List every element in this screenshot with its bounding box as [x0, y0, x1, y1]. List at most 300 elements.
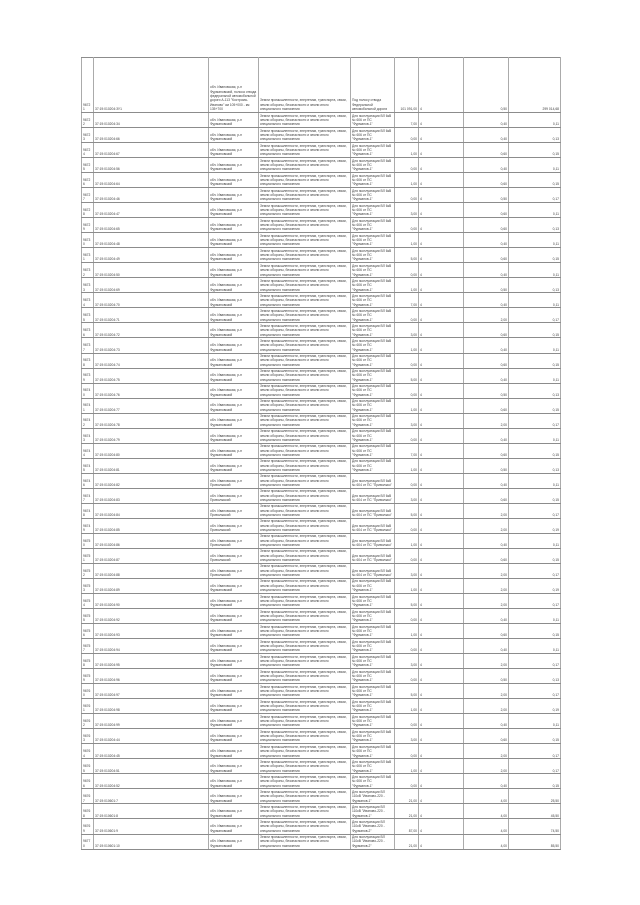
cell-value: 0,11 [509, 203, 561, 218]
cell-category: Земли промышленности, энергетики, транспорта, связи, земли обороны, безопасности и земли иного специального назначения [259, 548, 351, 563]
cell-value: 0,11 [509, 233, 561, 248]
cell-id: 96730 [82, 233, 94, 248]
cell-use: Для эксплуатации ВЛ 6кВ № 606 от ПС "Фурманов-1" [351, 609, 395, 624]
table-row [82, 308, 561, 323]
cell-cadastral: 37:19:010601:9 [94, 819, 209, 834]
cell-use: Для эксплуатации ВЛ 6кВ № 606 от ПС "Фурманов-1" [351, 684, 395, 699]
cell-id: 96729 [82, 218, 94, 233]
table-row [82, 533, 561, 548]
table-row [82, 293, 561, 308]
cell-share: 0,60 [464, 729, 509, 744]
table-row [82, 669, 561, 684]
table-row [82, 278, 561, 293]
cell-value: 0,11 [509, 428, 561, 443]
cell-share: 2,00 [464, 699, 509, 714]
cell-area: 5,00 [395, 594, 419, 609]
cell-share: 0,60 [464, 323, 509, 338]
cell-id: 96734 [82, 293, 94, 308]
cell-value: 0,17 [509, 188, 561, 203]
cell-share: 2,00 [464, 518, 509, 533]
cell-location: обл. Ивановская, р-н Фурмановский [209, 143, 259, 158]
table-row [82, 338, 561, 353]
cell-id: 96765 [82, 759, 94, 774]
cell-location: обл. Ивановская, р-н Фурмановский [209, 113, 259, 128]
table-row [82, 398, 561, 413]
cell-location: обл. Ивановская, р-н Фурмановский [209, 759, 259, 774]
table-row [82, 428, 561, 443]
cell-location: обл. Ивановская, р-н Фурмановский [209, 173, 259, 188]
cell-value: 0,17 [509, 759, 561, 774]
cell-location: обл. Ивановская, р-н Фурмановский [209, 203, 259, 218]
cell-code: 4 [419, 789, 464, 804]
cell-share: 0,60 [464, 173, 509, 188]
cell-cadastral: 37:19:010204:84 [94, 503, 209, 518]
cell-value: 0,15 [509, 323, 561, 338]
cell-use: Для эксплуатации ВЛ 6кВ № 606 от ПС "Фурманов-1" [351, 774, 395, 789]
table-row [82, 203, 561, 218]
cell-code: 4 [419, 624, 464, 639]
cell-share: 0,40 [464, 113, 509, 128]
cell-id: 96722 [82, 113, 94, 128]
cell-value: 0,19 [509, 578, 561, 593]
cell-id: 96732 [82, 263, 94, 278]
cell-cadastral: 37:19:010204:49 [94, 248, 209, 263]
cell-share: 2,00 [464, 594, 509, 609]
cell-cadastral: 37:19:010204:88 [94, 563, 209, 578]
cell-value: 0,11 [509, 293, 561, 308]
table-row [82, 158, 561, 173]
cell-use: Для эксплуатации ВЛ 6кВ № 606 от ПС "Фурманов-1" [351, 113, 395, 128]
cell-id: 96735 [82, 308, 94, 323]
cell-cadastral: 37:19:010204:52 [94, 774, 209, 789]
cell-share: 0,60 [464, 218, 509, 233]
cell-code: 4 [419, 548, 464, 563]
cell-use: Для эксплуатации ВЛ 6кВ № 606 от ПС "Фурманов-1" [351, 338, 395, 353]
cell-category: Земли промышленности, энергетики, транспорта, связи, земли обороны, безопасности и земли иного специального назначения [259, 533, 351, 548]
cell-code: 4 [419, 248, 464, 263]
cell-code: 4 [419, 669, 464, 684]
cell-id: 96761 [82, 699, 94, 714]
cell-use: Для эксплуатации ВЛ 6кВ № 606 от ПС "Фурманов-1" [351, 278, 395, 293]
cell-area: 3,00 [395, 563, 419, 578]
cell-code: 4 [419, 428, 464, 443]
cell-area: 21,00 [395, 789, 419, 804]
cell-category: Земли промышленности, энергетики, транспорта, связи, земли обороны, безопасности и земли иного специального назначения [259, 113, 351, 128]
cell-id: 96753 [82, 578, 94, 593]
cell-location: обл. Ивановская, р-н Приволжский [209, 488, 259, 503]
cell-id: 96748 [82, 503, 94, 518]
cell-value: 0,15 [509, 353, 561, 368]
cell-area: 0,00 [395, 548, 419, 563]
cell-use: Для эксплуатации ВЛ 6кВ № 606 от ПС "Фурманов-1" [351, 428, 395, 443]
cell-use: Для эксплуатации ВЛ 6кВ № 604 от ПС "Приволжск" [351, 473, 395, 488]
cell-area: 3,00 [395, 654, 419, 669]
cell-area: 0,00 [395, 774, 419, 789]
cell-value: 0,15 [509, 729, 561, 744]
cell-category: Земли промышленности, энергетики, транспорта, связи, земли обороны, безопасности и земли иного специального назначения [259, 774, 351, 789]
cell-value: 0,11 [509, 714, 561, 729]
cell-cadastral: 37:19:010204:48 [94, 233, 209, 248]
cell-cadastral: 37:19:010204:93 [94, 624, 209, 639]
cell-category: Земли промышленности, энергетики, транспорта, связи, земли обороны, безопасности и земли иного специального назначения [259, 654, 351, 669]
cell-value: 0,15 [509, 624, 561, 639]
table-row [82, 488, 561, 503]
cell-use: Для эксплуатации ВЛ 6кВ № 604 от ПС "Приволжск" [351, 518, 395, 533]
cell-category: Земли промышленности, энергетики, транспорта, связи, земли обороны, безопасности и земли иного специального назначения [259, 714, 351, 729]
cell-value: 0,19 [509, 518, 561, 533]
cell-cadastral: 37:19:010204:75 [94, 368, 209, 383]
cell-code: 4 [419, 488, 464, 503]
cell-share: 4,00 [464, 804, 509, 819]
cell-location: обл. Ивановская, р-н Фурмановский [209, 684, 259, 699]
cell-value: 0,17 [509, 744, 561, 759]
cell-code: 4 [419, 759, 464, 774]
cell-value: 0,15 [509, 443, 561, 458]
cell-value: 0,11 [509, 158, 561, 173]
cell-cadastral: 37:19:010204:74 [94, 353, 209, 368]
cell-area: 1,00 [395, 578, 419, 593]
cell-category: Земли промышленности, энергетики, транспорта, связи, земли обороны, безопасности и земли иного специального назначения [259, 594, 351, 609]
cell-location: обл. Ивановская, р-н Фурмановский [209, 624, 259, 639]
cell-use: Для эксплуатации ВЛ 6кВ № 606 от ПС "Фурманов-1" [351, 293, 395, 308]
cell-id: 96726 [82, 173, 94, 188]
cell-use: Для эксплуатации ВЛ 6кВ № 606 от ПС "Фурманов-1" [351, 639, 395, 654]
cell-use: Для эксплуатации ВЛ 6кВ № 606 от ПС "Фурманов-1" [351, 594, 395, 609]
cell-value: 0,13 [509, 383, 561, 398]
cell-share: 0,50 [464, 383, 509, 398]
cell-area: 5,00 [395, 368, 419, 383]
cell-value: 0,17 [509, 308, 561, 323]
cell-use: Для эксплуатации ВЛ 6кВ № 606 от ПС "Фурманов-1" [351, 578, 395, 593]
cell-area: 0,00 [395, 383, 419, 398]
cell-location: обл. Ивановская, р-н Фурмановский [209, 819, 259, 834]
cell-share: 0,40 [464, 639, 509, 654]
cell-use: Для эксплуатации ВЛ 110кВ "Иваново-220 - Фурманов-2" [351, 819, 395, 834]
cell-share: 0,60 [464, 488, 509, 503]
cell-code: 4 [419, 594, 464, 609]
table-row [82, 654, 561, 669]
cell-code: 4 [419, 714, 464, 729]
cell-share: 0,40 [464, 128, 509, 143]
cell-area: 0,00 [395, 218, 419, 233]
cell-cadastral: 37:19:010204:72 [94, 323, 209, 338]
table-row [82, 503, 561, 518]
cell-category: Земли промышленности, энергетики, транспорта, связи, земли обороны, безопасности и земли иного специального назначения [259, 428, 351, 443]
cell-cadastral: 37:19:010204:56 [94, 158, 209, 173]
cell-value: 0,15 [509, 488, 561, 503]
cell-category: Земли промышленности, энергетики, транспорта, связи, земли обороны, безопасности и земли иного специального назначения [259, 293, 351, 308]
cell-code: 4 [419, 58, 464, 113]
cell-use: Для эксплуатации ВЛ 6кВ № 604 от ПС "Приволжск" [351, 548, 395, 563]
cell-value: 0,11 [509, 368, 561, 383]
cell-category: Земли промышленности, энергетики, транспорта, связи, земли обороны, безопасности и земли иного специального назначения [259, 143, 351, 158]
cell-category: Земли промышленности, энергетики, транспорта, связи, земли обороны, безопасности и земли иного специального назначения [259, 218, 351, 233]
cell-id: 96742 [82, 413, 94, 428]
cell-cadastral: 37:19:010204:86 [94, 533, 209, 548]
cell-code: 4 [419, 819, 464, 834]
cell-cadastral: 37:19:010204:97 [94, 684, 209, 699]
cell-use: Для эксплуатации ВЛ 6кВ № 606 от ПС "Фурманов-1" [351, 128, 395, 143]
cell-cadastral: 37:19:010204:69 [94, 278, 209, 293]
cell-use: Для эксплуатации ВЛ 6кВ № 606 от ПС "Фурманов-1" [351, 744, 395, 759]
cell-use: Для эксплуатации ВЛ 110кВ "Иваново-220 - Фурманов-2" [351, 834, 395, 849]
cell-code: 4 [419, 654, 464, 669]
cell-category: Земли промышленности, энергетики, транспорта, связи, земли обороны, безопасности и земли иного специального назначения [259, 248, 351, 263]
cell-code: 4 [419, 398, 464, 413]
cell-id: 96758 [82, 654, 94, 669]
cell-id: 96743 [82, 428, 94, 443]
cell-value: 0,11 [509, 473, 561, 488]
cell-location: обл. Ивановская, р-н Приволжский [209, 518, 259, 533]
table-row [82, 58, 561, 113]
cell-location: обл. Ивановская, р-н Фурмановский [209, 744, 259, 759]
cell-code: 4 [419, 278, 464, 293]
cell-use: Для эксплуатации ВЛ 6кВ № 606 от ПС "Фурманов-1" [351, 699, 395, 714]
table-row [82, 819, 561, 834]
cell-location: обл. Ивановская, р-н Фурмановский [209, 804, 259, 819]
cell-value: 0,15 [509, 248, 561, 263]
cell-id: 96745 [82, 458, 94, 473]
cell-location: обл. Ивановская, р-н Фурмановский [209, 834, 259, 849]
cell-id: 96737 [82, 338, 94, 353]
cell-area: 1,00 [395, 759, 419, 774]
cell-cadastral: 37:19:010204:80 [94, 443, 209, 458]
cell-share: 0,40 [464, 533, 509, 548]
cell-category: Земли промышленности, энергетики, транспорта, связи, земли обороны, безопасности и земли иного специального назначения [259, 503, 351, 518]
cell-share: 0,40 [464, 473, 509, 488]
cell-id: 96740 [82, 383, 94, 398]
cell-area: 21,00 [395, 834, 419, 849]
cell-use: Для эксплуатации ВЛ 6кВ № 606 от ПС "Фурманов-1" [351, 398, 395, 413]
cell-value: 299 014,68 [509, 58, 561, 113]
cell-value: 0,13 [509, 458, 561, 473]
cell-id: 96736 [82, 323, 94, 338]
cell-share: 0,50 [464, 188, 509, 203]
cell-share: 2,00 [464, 654, 509, 669]
cell-location: обл. Ивановская, р-н Фурмановский [209, 669, 259, 684]
cell-value: 0,11 [509, 263, 561, 278]
cell-code: 4 [419, 293, 464, 308]
cell-use: Для эксплуатации ВЛ 6кВ № 606 от ПС "Фурманов-1" [351, 368, 395, 383]
cell-area: 5,00 [395, 248, 419, 263]
cell-category: Земли промышленности, энергетики, транспорта, связи, земли обороны, безопасности и земли иного специального назначения [259, 368, 351, 383]
cell-category: Земли промышленности, энергетики, транспорта, связи, земли обороны, безопасности и земли иного специального назначения [259, 203, 351, 218]
cell-id: 96751 [82, 548, 94, 563]
cell-area: 0,00 [395, 639, 419, 654]
table-row [82, 443, 561, 458]
cell-share: 0,60 [464, 548, 509, 563]
cell-area: 0,00 [395, 714, 419, 729]
cell-use: Для эксплуатации ВЛ 6кВ № 606 от ПС "Фурманов-1" [351, 158, 395, 173]
table-row [82, 834, 561, 849]
cell-value: 0,17 [509, 413, 561, 428]
cell-id: 96731 [82, 248, 94, 263]
cell-code: 4 [419, 563, 464, 578]
cell-category: Земли промышленности, энергетики, транспорта, связи, земли обороны, безопасности и земли иного специального назначения [259, 338, 351, 353]
cell-cadastral: 37:19:010204:90 [94, 594, 209, 609]
cell-id: 96741 [82, 398, 94, 413]
cell-category: Земли промышленности, энергетики, транспорта, связи, земли обороны, безопасности и земли иного специального назначения [259, 639, 351, 654]
cell-location: обл. Ивановская, р-н Фурмановский [209, 263, 259, 278]
cell-area: 5,00 [395, 684, 419, 699]
cell-share: 4,00 [464, 834, 509, 849]
cell-share: 0,50 [464, 669, 509, 684]
cell-category: Земли промышленности, энергетики, транспорта, связи, земли обороны, безопасности и земли иного специального назначения [259, 58, 351, 113]
table-row [82, 774, 561, 789]
cell-share: 2,00 [464, 578, 509, 593]
cell-category: Земли промышленности, энергетики, транспорта, связи, земли обороны, безопасности и земли иного специального назначения [259, 233, 351, 248]
table-row [82, 383, 561, 398]
cell-code: 4 [419, 503, 464, 518]
cell-share: 2,00 [464, 563, 509, 578]
cell-code: 4 [419, 323, 464, 338]
table-row [82, 413, 561, 428]
cell-location: обл. Ивановская, р-н Фурмановский [209, 233, 259, 248]
cell-use: Для эксплуатации ВЛ 6кВ № 606 от ПС "Фурманов-1" [351, 233, 395, 248]
cell-location: обл. Ивановская, р-н Фурмановский [209, 413, 259, 428]
cell-cadastral: 37:19:010204:92 [94, 609, 209, 624]
cell-use: Для эксплуатации ВЛ 6кВ № 606 от ПС "Фурманов-1" [351, 248, 395, 263]
cell-share: 0,40 [464, 609, 509, 624]
cell-value: 0,15 [509, 398, 561, 413]
cell-use: Для эксплуатации ВЛ 6кВ № 606 от ПС "Фурманов-1" [351, 173, 395, 188]
cell-category: Земли промышленности, энергетики, транспорта, связи, земли обороны, безопасности и земли иного специального назначения [259, 563, 351, 578]
cell-location: обл. Ивановская, р-н Фурмановский [209, 774, 259, 789]
cell-category: Земли промышленности, энергетики, транспорта, связи, земли обороны, безопасности и земли иного специального назначения [259, 609, 351, 624]
cell-id: 96728 [82, 203, 94, 218]
table-row [82, 173, 561, 188]
cell-share: 0,40 [464, 233, 509, 248]
cell-value: 0,13 [509, 669, 561, 684]
cell-share: 0,40 [464, 293, 509, 308]
cell-cadastral: 37:19:010204:89 [94, 578, 209, 593]
cell-location: обл. Ивановская, р-н Фурмановский [209, 639, 259, 654]
cell-area: 1,00 [395, 533, 419, 548]
cell-value: 0,19 [509, 699, 561, 714]
cell-cadastral: 37:19:010204:99 [94, 714, 209, 729]
cell-use: Для эксплуатации ВЛ 6кВ № 606 от ПС "Фурманов-1" [351, 654, 395, 669]
cell-area: 87,00 [395, 819, 419, 834]
parcel-table [81, 57, 561, 850]
table-row [82, 548, 561, 563]
cell-code: 4 [419, 729, 464, 744]
cell-use: Для эксплуатации ВЛ 6кВ № 604 от ПС "Приволжск" [351, 488, 395, 503]
cell-share: 2,00 [464, 684, 509, 699]
cell-category: Земли промышленности, энергетики, транспорта, связи, земли обороны, безопасности и земли иного специального назначения [259, 323, 351, 338]
cell-cadastral: 37:19:010204:83 [94, 488, 209, 503]
cell-code: 4 [419, 353, 464, 368]
cell-value: 0,17 [509, 563, 561, 578]
cell-area: 101 091,00 [395, 58, 419, 113]
cell-category: Земли промышленности, энергетики, транспорта, связи, земли обороны, безопасности и земли иного специального назначения [259, 804, 351, 819]
cell-cadastral: 37:19:010204:77 [94, 398, 209, 413]
cell-code: 4 [419, 308, 464, 323]
cell-use: Под полосу отвода Федеральной автомобильной дороги [351, 58, 395, 113]
cell-cadastral: 37:19:010204:67 [94, 143, 209, 158]
cell-id: 96750 [82, 533, 94, 548]
cell-share: 0,60 [464, 353, 509, 368]
cell-category: Земли промышленности, энергетики, транспорта, связи, земли обороны, безопасности и земли иного специального назначения [259, 759, 351, 774]
table-row [82, 473, 561, 488]
cell-use: Для эксплуатации ВЛ 6кВ № 604 от ПС "Приволжск" [351, 533, 395, 548]
cell-id: 96760 [82, 684, 94, 699]
cell-id: 96770 [82, 834, 94, 849]
cell-area: 21,00 [395, 804, 419, 819]
cell-id: 96749 [82, 518, 94, 533]
cell-area: 0,00 [395, 263, 419, 278]
cell-category: Земли промышленности, энергетики, транспорта, связи, земли обороны, безопасности и земли иного специального назначения [259, 729, 351, 744]
cell-code: 4 [419, 834, 464, 849]
cell-use: Для эксплуатации ВЛ 6кВ № 606 от ПС "Фурманов-1" [351, 624, 395, 639]
cell-location: обл. Ивановская, р-н Фурмановский [209, 729, 259, 744]
cell-location: обл. Ивановская, р-н Фурмановский [209, 654, 259, 669]
cell-use: Для эксплуатации ВЛ 6кВ № 606 от ПС "Фурманов-1" [351, 308, 395, 323]
cell-area: 3,00 [395, 729, 419, 744]
cell-area: 1,00 [395, 458, 419, 473]
cell-value: 0,17 [509, 503, 561, 518]
cell-area: 1,00 [395, 173, 419, 188]
cell-value: 0,17 [509, 594, 561, 609]
cell-cadastral: 37:19:010204:76 [94, 383, 209, 398]
cell-code: 4 [419, 578, 464, 593]
cell-code: 4 [419, 128, 464, 143]
cell-location: обл. Ивановская, р-н Фурмановский [209, 158, 259, 173]
cell-area: 5,00 [395, 503, 419, 518]
cell-location: обл. Ивановская, р-н Фурмановский [209, 443, 259, 458]
table-row [82, 789, 561, 804]
cell-cadastral: 37:19:010204:79 [94, 428, 209, 443]
cell-value: 74,50 [509, 819, 561, 834]
cell-area: 7,00 [395, 443, 419, 458]
cell-id: 96739 [82, 368, 94, 383]
cell-location: обл. Ивановская, р-н Фурмановский [209, 428, 259, 443]
cell-cadastral: 37:19:010204:94 [94, 639, 209, 654]
cell-id: 96768 [82, 804, 94, 819]
cell-id: 96733 [82, 278, 94, 293]
cell-location: обл. Ивановская, р-н Фурмановский [209, 248, 259, 263]
cell-value: 0,15 [509, 548, 561, 563]
cell-id: 96755 [82, 609, 94, 624]
table-row [82, 714, 561, 729]
cell-value: 85,50 [509, 834, 561, 849]
cell-location: обл. Ивановская, р-н Фурмановский [209, 323, 259, 338]
cell-category: Земли промышленности, энергетики, транспорта, связи, земли обороны, безопасности и земли иного специального назначения [259, 413, 351, 428]
cell-location: обл. Ивановская, р-н Фурмановский [209, 578, 259, 593]
cell-cadastral: 37:19:010204:50 [94, 263, 209, 278]
cell-location: обл. Ивановская, р-н Фурмановский [209, 699, 259, 714]
cell-location: обл. Ивановская, р-н Фурмановский [209, 789, 259, 804]
cell-cadastral: 37:19:010204:71 [94, 308, 209, 323]
cell-category: Земли промышленности, энергетики, транспорта, связи, земли обороны, безопасности и земли иного специального назначения [259, 353, 351, 368]
cell-use: Для эксплуатации ВЛ 110кВ "Иваново-220 - Фурманов-1" [351, 789, 395, 804]
cell-value: 0,11 [509, 533, 561, 548]
cell-id: 96725 [82, 158, 94, 173]
cell-id: 96762 [82, 714, 94, 729]
cell-category: Земли промышленности, энергетики, транспорта, связи, земли обороны, безопасности и земли иного специального назначения [259, 398, 351, 413]
cell-code: 4 [419, 639, 464, 654]
cell-id: 96752 [82, 563, 94, 578]
table-row [82, 639, 561, 654]
cell-share: 4,00 [464, 789, 509, 804]
cell-location: обл. Ивановская, р-н Фурмановский [209, 218, 259, 233]
cell-category: Земли промышленности, энергетики, транспорта, связи, земли обороны, безопасности и земли иного специального назначения [259, 699, 351, 714]
cell-value: 0,17 [509, 654, 561, 669]
cell-share: 0,40 [464, 338, 509, 353]
cell-location: обл. Ивановская, р-н Фурмановский [209, 308, 259, 323]
cell-location: обл. Ивановская, р-н Фурмановский [209, 338, 259, 353]
cell-use: Для эксплуатации ВЛ 6кВ № 604 от ПС "Приволжск" [351, 503, 395, 518]
cell-use: Для эксплуатации ВЛ 6кВ № 606 от ПС "Фурманов-1" [351, 729, 395, 744]
